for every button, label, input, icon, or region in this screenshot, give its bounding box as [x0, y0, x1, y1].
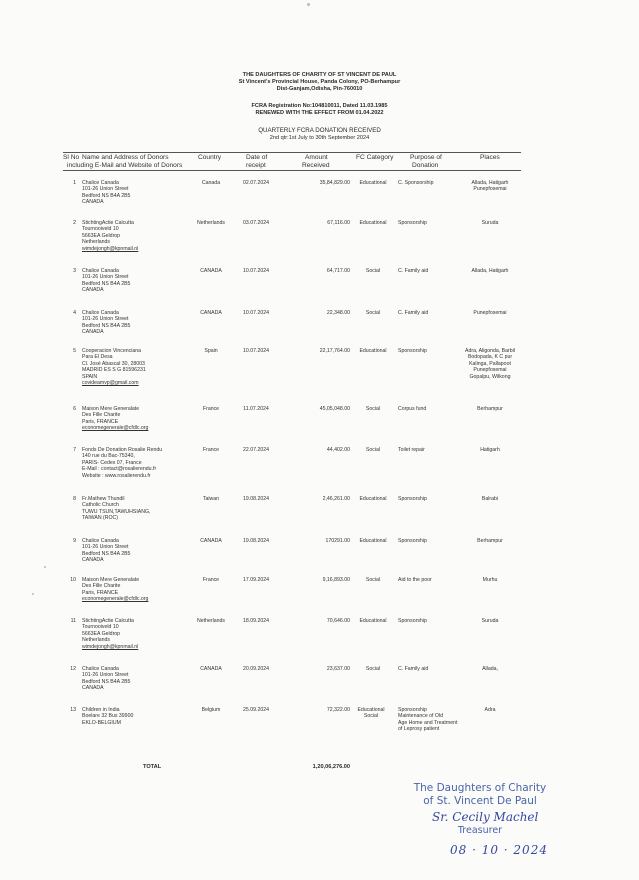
amount-received: 64,717.00 [326, 268, 350, 274]
donor-address-line: Chalice Canada [82, 666, 119, 672]
donor-email: economegenerale@cfdlc.org [82, 596, 149, 603]
place-line: Allada, [482, 666, 498, 672]
donation-purpose [398, 406, 464, 412]
fc-category: Educational [359, 348, 387, 354]
donor-name-address [82, 406, 182, 432]
purpose-line: Maintenance of Old [398, 713, 443, 720]
donation-purpose [398, 447, 464, 453]
fcra-registration: FCRA Registration No:104810011, Dated 11.03.1985 [251, 103, 388, 109]
donation-purpose [398, 538, 464, 544]
donor-address-line: Des Fille Charite [82, 412, 121, 419]
amount-received: 170291.00 [325, 538, 350, 544]
purpose-line: C. Sponsorship [398, 180, 434, 186]
receipt-date: 10.07.2024 [243, 348, 269, 354]
row-number: 3 [73, 268, 76, 274]
donation-purpose [398, 618, 464, 624]
donor-country: CANADA [200, 666, 222, 672]
org-address: St Vincent's Provincial House, Panda Colony, PO-Berhampur [238, 79, 401, 85]
col-purpose: Purpose of [410, 154, 442, 161]
donor-address-line: CANADA [82, 329, 104, 336]
receipt-date: 10.07.2024 [243, 268, 269, 274]
fc-category: Social [365, 577, 381, 583]
donor-name-address [82, 180, 182, 206]
donor-address-line: 101-26 Union Street [82, 186, 129, 193]
donor-country: Netherlands [197, 618, 225, 624]
donor-address-line: Tournooiveld 10 [82, 226, 119, 233]
receipt-date: 17.09.2024 [243, 577, 269, 583]
receipt-date: 02.07.2024 [243, 180, 269, 186]
col-country: Country [198, 154, 222, 161]
donation-places [458, 577, 522, 583]
row-number: 6 [73, 406, 76, 412]
row-number: 7 [73, 447, 76, 453]
donation-purpose [398, 180, 464, 186]
donor-address-line: Boelare 32 Bus 39900 [82, 713, 134, 720]
donor-address-line: CANADA [82, 287, 104, 294]
amount-received: 35,84,829.00 [319, 180, 350, 186]
purpose-line: Age Home and Treatment [398, 719, 458, 726]
donation-places [458, 180, 522, 193]
row-number: 13 [70, 707, 76, 713]
donor-address-line: PARIS- Cedex 07, France [82, 459, 142, 466]
amount-received: 67,116.00 [327, 220, 350, 226]
donor-name-address [82, 447, 182, 479]
fc-category: Social [365, 268, 381, 274]
place-line: Berhampur [477, 406, 503, 412]
place-line: Hatigarh [480, 447, 500, 453]
donor-address-line: 101-26 Union Street [82, 544, 129, 551]
place-line: Punepfosemai [473, 310, 507, 316]
donor-address-line: Bedford NS B4A 2B5 [82, 280, 131, 287]
amount-received: 72,322.00 [326, 707, 350, 713]
col-fc-category: FC Category [356, 154, 394, 161]
donor-country: Taiwan [202, 496, 220, 502]
donor-email: wimdejongh@kpnmail.nl [82, 245, 139, 252]
donor-name-address [82, 666, 182, 692]
row-number: 4 [73, 310, 76, 316]
purpose-line: Sponsorship [398, 220, 427, 226]
fc-category: Educational Social [357, 707, 385, 720]
donor-email: economegenerale@cfdlc.org [82, 425, 149, 432]
donation-places [458, 406, 522, 412]
org-district: Dist-Ganjam,Odisha, Pin-760010 [276, 86, 363, 92]
donor-name-address [82, 496, 182, 522]
donor-address-line: TUWU TSUN,TAWUHSIANG, [82, 508, 151, 515]
row-number: 5 [73, 348, 76, 354]
donor-address-line: Maison Mere Generalate [82, 406, 140, 412]
place-line: Bodopada, K C pur [467, 354, 513, 361]
donor-country: Spain [204, 348, 218, 354]
amount-received: 45,05,048.00 [319, 406, 350, 412]
place-line: Berhampur [477, 538, 503, 544]
donor-address-line: TAIWAN (ROC) [82, 515, 119, 522]
donor-address-line: Bedford NS B4A 2B5 [82, 192, 131, 199]
receipt-date: 03.07.2024 [243, 220, 269, 226]
donor-address-line: 101-26 Union Street [82, 316, 129, 323]
donation-places [458, 310, 522, 316]
purpose-line: Sponsorship [398, 707, 427, 713]
donation-places [458, 268, 522, 274]
donor-country: CANADA [200, 538, 222, 544]
fc-category: Social [365, 666, 381, 672]
stamp-line-1: The Daughters of Charity [413, 782, 547, 794]
donor-address-line: Chalice Canada [82, 180, 119, 186]
donor-address-line: 101-26 Union Street [82, 274, 129, 281]
donor-address-line: CANADA [82, 685, 104, 692]
donor-address-line: 5663EA Geldrop [82, 232, 121, 239]
row-number: 9 [73, 538, 76, 544]
donor-country: Canada [201, 180, 221, 186]
total-label: TOTAL [143, 764, 162, 770]
donor-address-line: 140 rue du Bac-75340, [82, 453, 135, 460]
donor-country: France [202, 447, 220, 453]
donor-address-line: Netherlands [82, 637, 110, 644]
donor-name-address [82, 268, 182, 294]
donation-places [458, 447, 522, 453]
purpose-line: Sponsorship [398, 618, 427, 624]
place-line: Adra [484, 707, 496, 713]
donor-address-line: Catholic Church [82, 502, 119, 509]
donation-purpose [398, 268, 464, 274]
amount-received: 23,637.00 [326, 666, 350, 672]
purpose-line: Sponsorship [398, 348, 427, 354]
renewal-note: RENEWED WITH THE EFFECT FROM 01.04.2022 [255, 110, 384, 116]
donor-address-line: CANADA [82, 557, 104, 564]
donation-purpose [398, 496, 464, 502]
row-number: 11 [70, 618, 76, 624]
donor-country: CANADA [200, 268, 222, 274]
donation-places [458, 220, 522, 226]
donor-name-address [82, 577, 182, 603]
donation-purpose [398, 348, 464, 354]
receipt-date: 10.07.2024 [243, 310, 269, 316]
col-name-2: including E-Mail and Website of Donors [67, 162, 183, 169]
donor-address-line: Paris, FRANCE [82, 418, 119, 425]
place-line: Punepfosemai [473, 186, 507, 193]
donation-purpose [398, 310, 464, 316]
donor-address-line: CANADA [82, 199, 104, 206]
receipt-date: 19.08.2024 [243, 538, 269, 544]
fc-category: Educational [359, 220, 387, 226]
purpose-line: C. Family aid [398, 268, 429, 274]
donor-address-line: Fr.Mathew Thundil [82, 496, 125, 502]
donor-address-line: Bedford NS B4A 2B5 [82, 678, 131, 685]
purpose-line: Aid to the poor [398, 577, 432, 583]
total-amount: 1,20,06,276.00 [312, 764, 350, 770]
place-line: Allada, Hatigarh [471, 180, 509, 186]
donor-address-line: StichtingActie Calcutta [82, 618, 134, 624]
receipt-date: 25.09.2024 [243, 707, 269, 713]
donor-address-line: Fonds De Donation Rosalie Rendu [82, 447, 163, 453]
fc-category: Social [365, 406, 381, 412]
donor-address-line: Maison Mere Generalate [82, 577, 140, 583]
col-places: Places [480, 154, 500, 161]
fc-category: Educational [359, 618, 387, 624]
row-number: 2 [73, 220, 76, 226]
donor-address-line: Cl. José Abascal 30, 28003 [82, 360, 145, 367]
scan-speck [32, 593, 34, 595]
purpose-line: of Leprosy patient [398, 726, 440, 733]
donor-address-line: Chalice Canada [82, 310, 119, 316]
purpose-line: Sponsorship [398, 538, 427, 544]
donation-places [458, 618, 522, 624]
donation-purpose [398, 707, 464, 733]
donor-address-line: StichtingActie Calcutta [82, 220, 134, 226]
place-line: Gopalpu, Wilkong [469, 373, 511, 380]
report-period: 2nd qtr:1st July to 30th September 2024 [269, 135, 370, 141]
scan-speck [44, 566, 46, 568]
donor-address-line: 101-26 Union Street [82, 672, 129, 679]
receipt-date: 18.09.2024 [243, 618, 269, 624]
donor-country: Belgium [201, 707, 221, 713]
donor-address-line: Paris, FRANCE [82, 589, 119, 596]
row-number: 10 [70, 577, 76, 583]
purpose-line: Sponsorship [398, 496, 427, 502]
donor-address-line: Bedford NS B4A 2B5 [82, 550, 131, 557]
receipt-date: 20.09.2024 [243, 666, 269, 672]
donor-name-address [82, 707, 182, 726]
col-name: Name and Address of Donors [82, 154, 169, 161]
donor-address-line: Des Fille Charite [82, 583, 121, 590]
place-line: Balrabi [481, 496, 499, 502]
donor-address-line: MADRID ES S G 81596231 [82, 367, 146, 374]
place-line: Murhu [482, 577, 498, 583]
col-purpose-2: Donation [412, 162, 439, 169]
donation-purpose [398, 577, 464, 583]
donor-country: Netherlands [197, 220, 225, 226]
amount-received: 22,17,764.00 [319, 348, 350, 354]
amount-received: 22,348.00 [326, 310, 350, 316]
receipt-date: 19.08.2024 [243, 496, 269, 502]
place-line: Suruda [481, 618, 499, 624]
donor-address-line: Website : www.rosalierendu.fr [82, 472, 151, 479]
donor-email: covideamvp@gmail.com [82, 380, 139, 387]
purpose-line: C. Family aid [398, 310, 429, 316]
header-bottom-rule [63, 170, 521, 171]
donor-address-line: 5663EA Geldrop [82, 630, 121, 637]
donor-address-line: Chalice Canada [82, 538, 119, 544]
col-sl-no: Sl No [63, 154, 80, 161]
amount-received: 70,646.00 [326, 618, 350, 624]
donor-address-line: Chalice Canada [82, 268, 119, 274]
donation-places [458, 707, 522, 713]
donor-address-line: SPAIN [82, 373, 98, 380]
donation-purpose [398, 666, 464, 672]
donation-places [458, 348, 522, 380]
col-amount: Amount [305, 154, 328, 161]
amount-received: 9,16,893.00 [322, 577, 350, 583]
donor-name-address [82, 618, 182, 650]
donor-address-line: E-Mail : contact@rosalierendu.fr [82, 466, 157, 473]
donor-address-line: Netherlands [82, 239, 110, 246]
place-line: Punepfosemai [473, 367, 507, 374]
amount-received: 2,46,261.00 [322, 496, 350, 502]
donor-address-line: Bedford NS B4A 2B5 [82, 322, 131, 329]
fc-category: Educational [359, 496, 387, 502]
scan-speck [307, 3, 310, 6]
donor-address-line: EKLO-BELGIUM [82, 719, 121, 726]
purpose-line: C. Family aid [398, 666, 429, 672]
handwritten-signature: Sr. Cecily Machel [432, 810, 539, 824]
donor-email: wimdejongh@kpnmail.nl [82, 643, 139, 650]
row-number: 1 [73, 180, 76, 186]
donation-places [458, 496, 522, 502]
report-title: QUARTERLY FCRA DONATION RECEIVED [258, 127, 381, 134]
header-top-rule [63, 152, 521, 153]
donation-purpose [398, 220, 464, 226]
fc-category: Social [365, 447, 381, 453]
purpose-line: Corpus fund [398, 406, 427, 412]
donor-address-line: Tournooiveld 10 [82, 624, 119, 631]
place-line: Kalinga, Pallapoot [469, 360, 511, 367]
receipt-date: 11.07.2024 [243, 406, 269, 412]
donor-address-line: Para El Desa [82, 354, 113, 361]
col-amount-2: Received [302, 162, 330, 169]
col-date: Date of [246, 154, 268, 161]
donor-name-address [82, 310, 182, 336]
row-number: 12 [70, 666, 76, 672]
place-line: Allada, Hatigarh [471, 268, 509, 274]
row-number: 8 [73, 496, 76, 502]
fc-category: Educational [359, 538, 387, 544]
donor-name-address [82, 348, 182, 386]
donor-country: France [202, 406, 220, 412]
fc-category: Social [365, 310, 381, 316]
place-line: Suruda [481, 220, 499, 226]
donation-places [458, 666, 522, 672]
col-date-2: receipt [246, 162, 266, 169]
receipt-date: 22.07.2024 [243, 447, 269, 453]
purpose-line: Toilet repair [398, 447, 425, 453]
stamp-role: Treasurer [457, 825, 503, 836]
fc-category: Educational [359, 180, 387, 186]
donor-name-address [82, 220, 182, 252]
donation-places [458, 538, 522, 544]
donor-name-address [82, 538, 182, 564]
place-line: Adra, Aligonda, Barbil [465, 348, 515, 354]
amount-received: 44,402.00 [326, 447, 350, 453]
donor-address-line: Cooperacion Vincenciana [82, 348, 142, 354]
donor-address-line: Children in India [82, 707, 120, 713]
stamp-line-2: of St. Vincent De Paul [423, 795, 537, 807]
handwritten-date: 08 · 10 · 2024 [450, 843, 548, 857]
org-name: THE DAUGHTERS OF CHARITY OF ST VINCENT DE PAUL [242, 72, 397, 78]
donor-country: CANADA [200, 310, 222, 316]
donor-country: France [202, 577, 220, 583]
